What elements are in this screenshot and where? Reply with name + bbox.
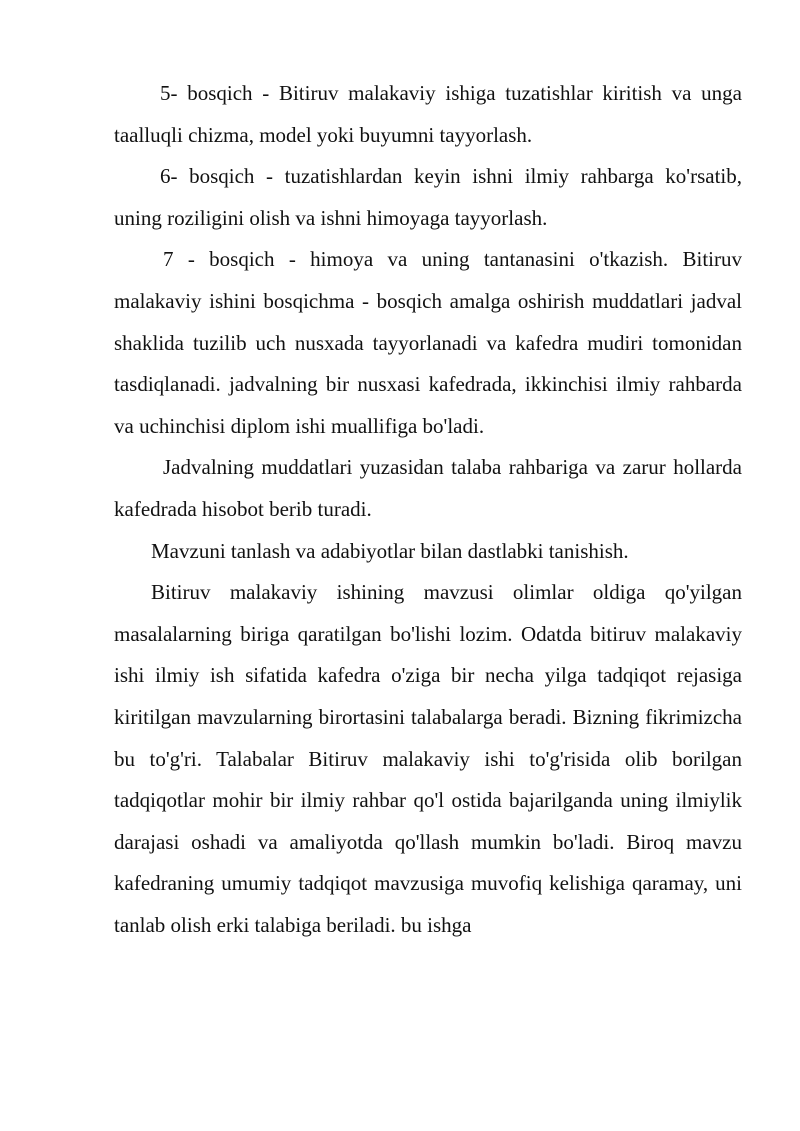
paragraph-schedule-report: Jadvalning muddatlari yuzasidan talaba rahbariga va zarur hollarda kafedrada hisobot berib turadi. <box>114 455 742 521</box>
paragraph-stage-7: 7 - bosqich - himoya va uning tantanasini o'tkazish. Bitiruv malakaviy ishini bosqichma - bosqich amalga oshirish muddatlari jadval shaklida tuzilib uch nusxada tayyorlanadi va kafedra mudiri tomonidan tasdiqlanadi. jadvalning bir nusxasi kafedrada, ikkinchisi ilmiy rahbarda va uchinchisi diplom ishi muallifiga bo'ladi. <box>114 247 742 438</box>
paragraph-topic-selection: Bitiruv malakaviy ishining mavzusi olimlar oldiga qo'yilgan masalalarning biriga qaratilgan bo'lishi lozim. Odatda bitiruv malakaviy ishi ilmiy ish sifatida kafedra o'ziga bir necha yilga tadqiqot rejasiga kiritilgan mavzularning birortasini talabalarga beradi. Bizning fikrimizcha bu to'g'ri. Talabalar Bitiruv malakaviy ishi to'g'risida olib borilgan tadqiqotlar mohir bir ilmiy rahbar qo'l ostida bajarilganda uning ilmiylik darajasi oshadi va amaliyotda qo'llash mumkin bo'ladi. Biroq mavzu kafedraning umumiy tadqiqot mavzusiga muvofiq kelishiga qaramay, uni tanlab olish erki talabiga beriladi. bu ishga <box>114 580 742 937</box>
paragraph-stage-6: 6- bosqich - tuzatishlardan keyin ishni ilmiy rahbarga ko'rsatib, uning roziligini olish va ishni himoyaga tayyorlash. <box>114 164 742 230</box>
paragraph-stage-5: 5- bosqich - Bitiruv malakaviy ishiga tuzatishlar kiritish va unga taalluqli chizma, model yoki buyumni tayyorlash. <box>114 81 742 147</box>
section-heading-topic-selection: Mavzuni tanlash va adabiyotlar bilan dastlabki tanishish. <box>151 538 629 563</box>
document-body <box>114 73 742 946</box>
